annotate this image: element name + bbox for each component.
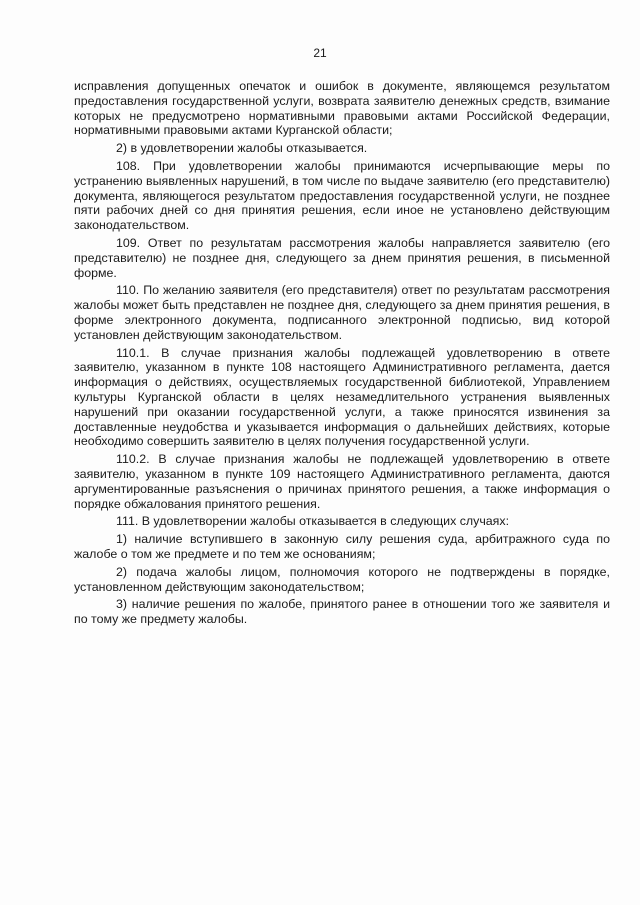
list-item-2b: 2) подача жалобы лицом, полномочия которого не подтверждены в порядке, установленном действующим законодательством; [74, 564, 610, 594]
paragraph-110-2: 110.2. В случае признания жалобы не подлежащей удовлетворению в ответе заявителю, указанном в пункте 109 настоящего Административного регламента, даются аргументированные разъяснения о причинах принятого решения, а также информация о порядке обжалования принятого решения. [74, 452, 610, 511]
list-item-3: 3) наличие решения по жалобе, принятого ранее в отношении того же заявителя и по тому же предмету жалобы. [74, 597, 610, 627]
paragraph-108: 108. При удовлетворении жалобы принимаются исчерпывающие меры по устранению выявленных нарушений, в том числе по выдаче заявителю (его представителю) документа, являющегося результатом предоставления государственной услуги, не позднее пяти рабочих дней со дня принятия решения, если иное не установлено действующим законодательством. [74, 158, 610, 233]
paragraph-110-1: 110.1. В случае признания жалобы подлежащей удовлетворению в ответе заявителю, указанном в пункте 108 настоящего Административного регламента, дается информация о действиях, осуществляемых государственной библиотекой, Управлением культуры Курганской области в целях незамедлительного устранения выявленных нарушений при оказании государственной услуги, а также приносятся извинения за доставленные неудобства и указывается информация о дальнейших действиях, которые необходимо совершить заявителю в целях получения государственной услуги. [74, 345, 610, 449]
paragraph-continuation: исправления допущенных опечаток и ошибок в документе, являющемся результатом предоставления государственной услуги, возврата заявителю денежных средств, взимание которых не предусмотрено нормативными правовыми актами Российской Федерации, нормативными правовыми актами Курганской области; [74, 79, 610, 138]
paragraph-111: 111. В удовлетворении жалобы отказывается в следующих случаях: [116, 514, 510, 529]
page-number: 21 [313, 46, 327, 60]
document-body [74, 79, 610, 630]
paragraph-109: 109. Ответ по результатам рассмотрения жалобы направляется заявителю (его представителю) не позднее дня, следующего за днем принятия решения, в письменной форме. [74, 235, 610, 280]
paragraph-110: 110. По желанию заявителя (его представителя) ответ по результатам рассмотрения жалобы может быть представлен не позднее дня, следующего за днем принятия решения, в форме электронного документа, подписанного электронной подписью, вид которой установлен действующим законодательством. [74, 283, 611, 342]
list-item-2: 2) в удовлетворении жалобы отказывается. [116, 141, 368, 156]
list-item-1: 1) наличие вступившего в законную силу решения суда, арбитражного суда по жалобе о том же предмете и по тем же основаниям; [74, 532, 610, 561]
